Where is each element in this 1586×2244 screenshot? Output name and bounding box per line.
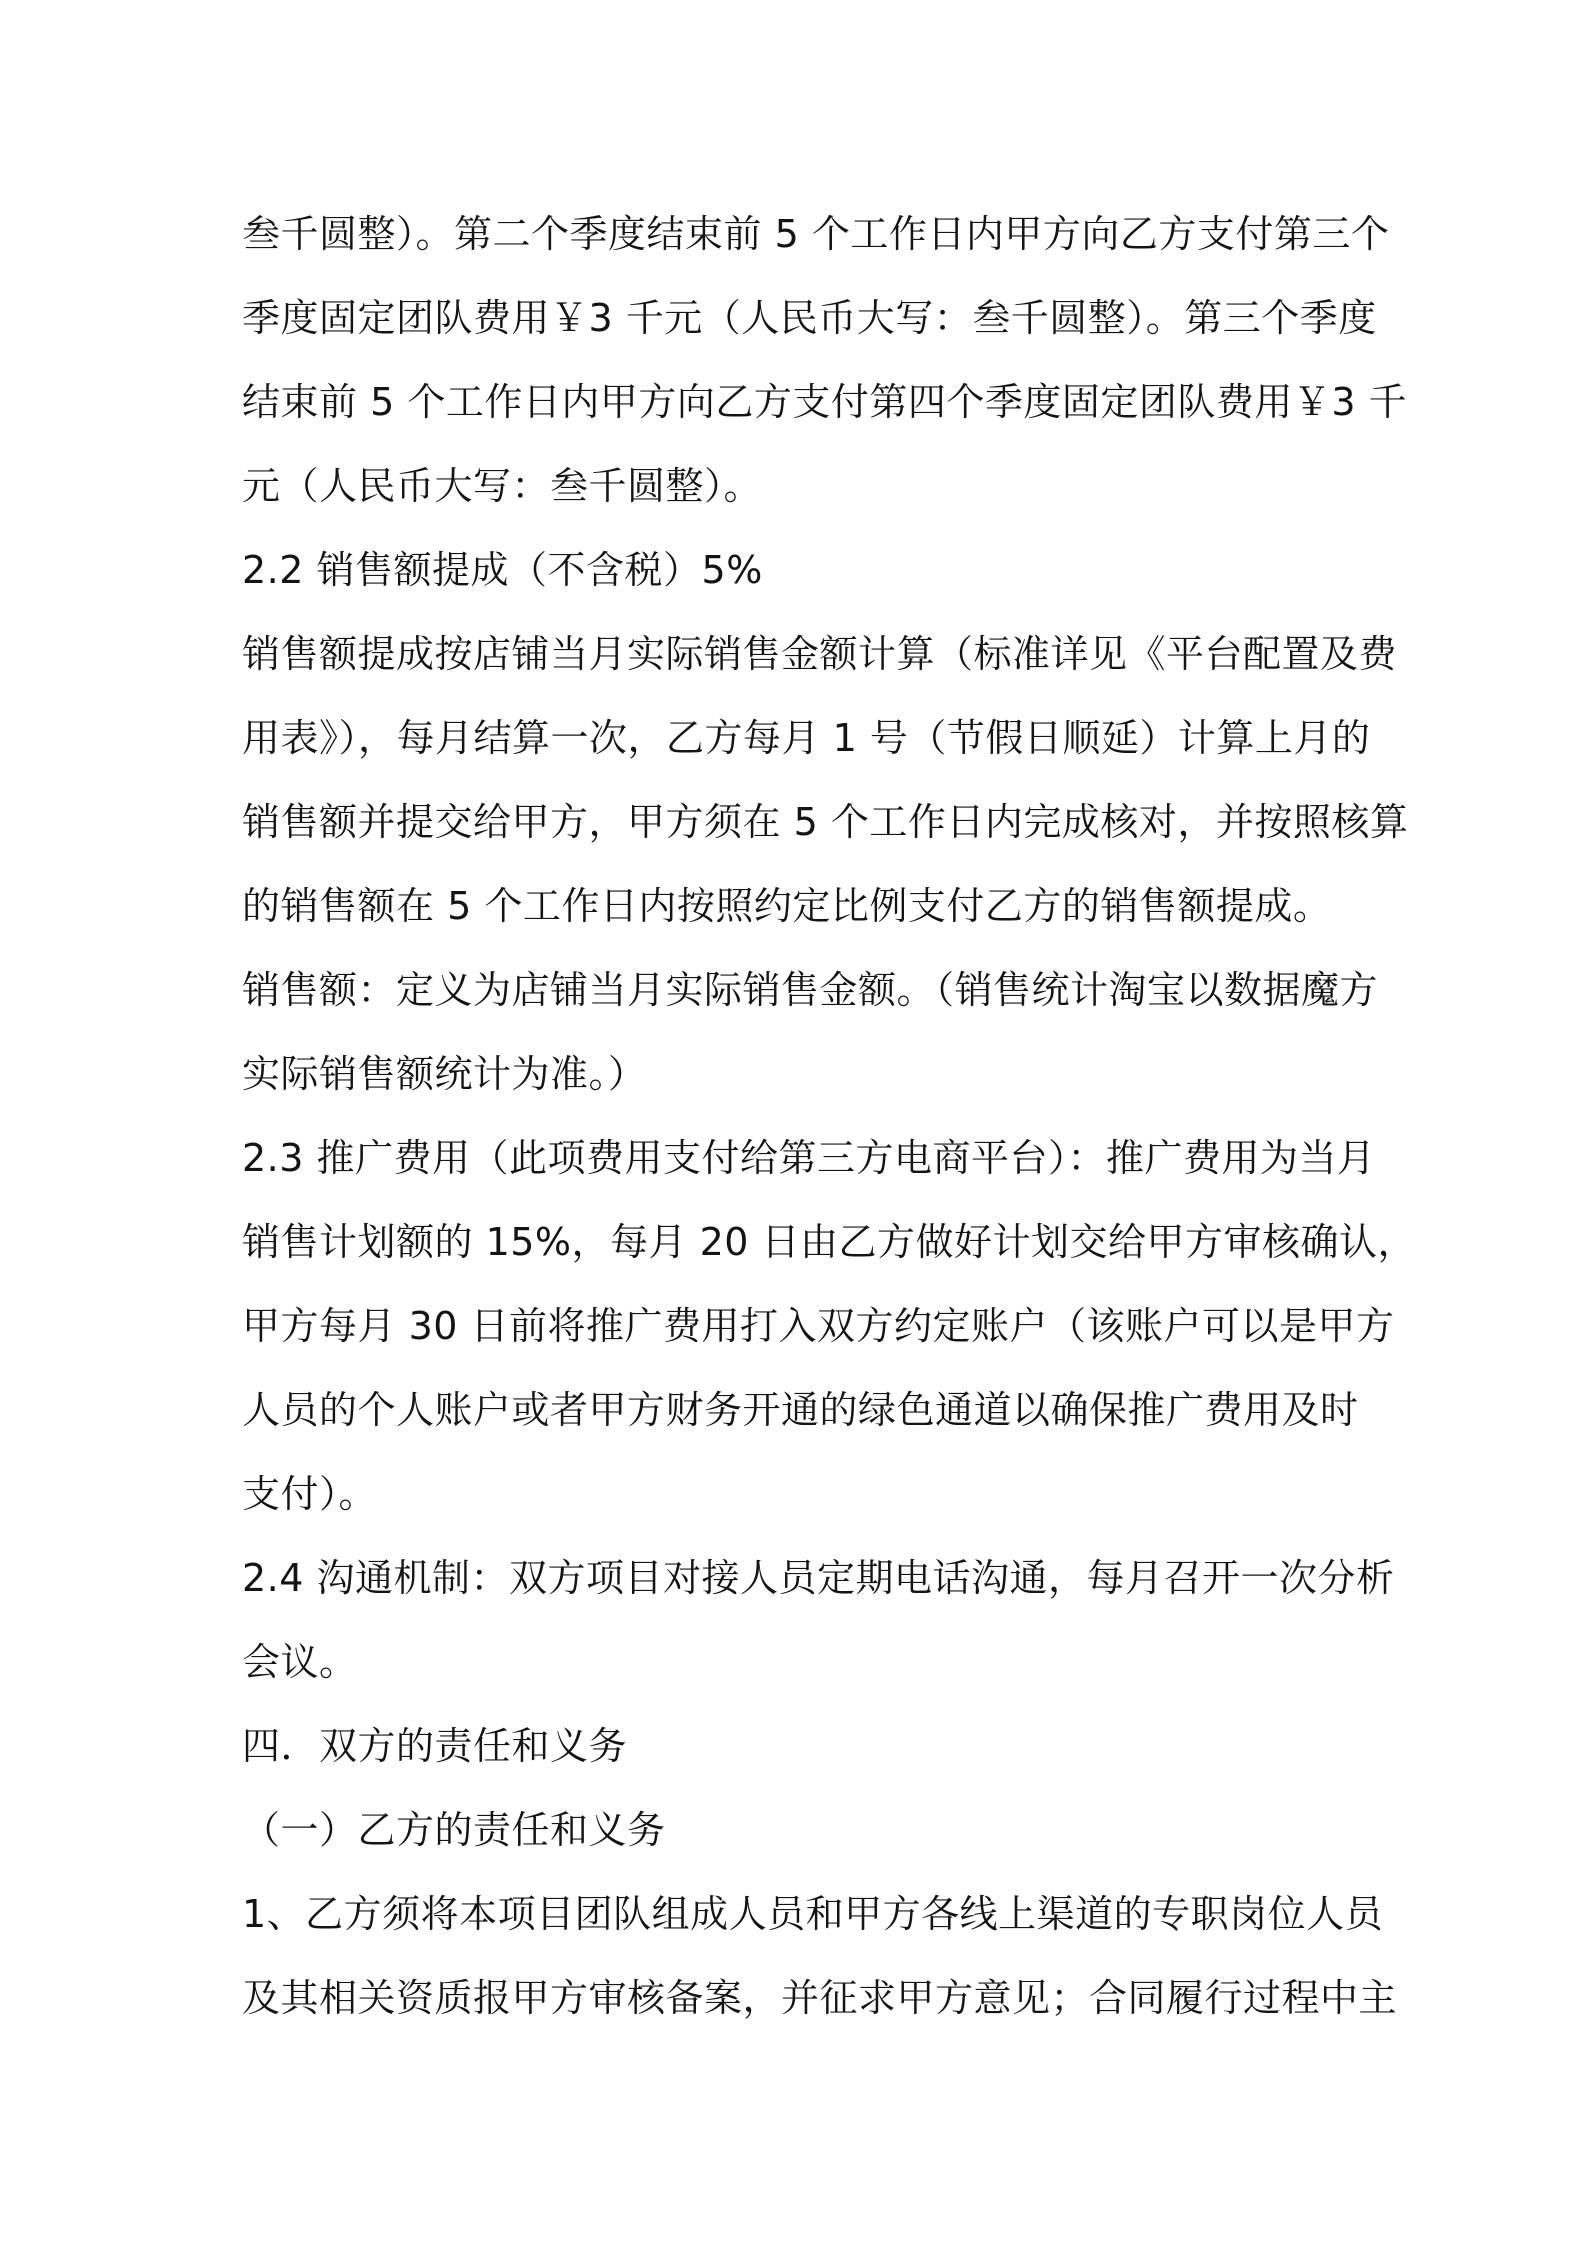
text-line: 及其相关资质报甲方审核备案，并征求甲方意见；合同履行过程中主 <box>242 1976 1398 2020</box>
text-line: 的销售额在 5 个工作日内按照约定比例支付乙方的销售额提成。 <box>242 884 1332 928</box>
chapter-heading: 四．双方的责任和义务 <box>242 1724 628 1768</box>
sub-heading: （一）乙方的责任和义务 <box>242 1808 666 1852</box>
section-heading-2-3: 2.3 推广费用（此项费用支付给第三方电商平台）：推广费用为当月 <box>242 1136 1376 1180</box>
section-heading-2-4: 2.4 沟通机制：双方项目对接人员定期电话沟通，每月召开一次分析 <box>242 1556 1395 1600</box>
text-line: 销售额提成按店铺当月实际销售金额计算（标准详见《平台配置及费 <box>242 632 1398 676</box>
document-body <box>242 192 1417 2040</box>
text-line: 销售额并提交给甲方，甲方须在 5 个工作日内完成核对，并按照核算 <box>242 800 1409 844</box>
list-item: 1、乙方须将本项目团队组成人员和甲方各线上渠道的专职岗位人员 <box>242 1892 1384 1936</box>
text-line: 用表》），每月结算一次，乙方每月 1 号（节假日顺延）计算上月的 <box>242 716 1371 760</box>
text-line: 季度固定团队费用￥3 千元（人民币大写：叁千圆整）。第三个季度 <box>242 296 1377 340</box>
text-line: 会议。 <box>242 1640 358 1684</box>
text-line: 销售计划额的 15%，每月 20 日由乙方做好计划交给甲方审核确认， <box>242 1220 1417 1264</box>
text-line: 实际销售额统计为准。） <box>242 1052 647 1096</box>
text-line: 结束前 5 个工作日内甲方向乙方支付第四个季度固定团队费用￥3 千 <box>242 380 1408 424</box>
text-line: 销售额：定义为店铺当月实际销售金额。（销售统计淘宝以数据魔方 <box>242 968 1379 1012</box>
text-line: 叁千圆整）。第二个季度结束前 5 个工作日内甲方向乙方支付第三个 <box>242 212 1390 256</box>
text-line: 人员的个人账户或者甲方财务开通的绿色通道以确保推广费用及时 <box>242 1388 1359 1432</box>
text-line: 元（人民币大写：叁千圆整）。 <box>242 464 763 508</box>
text-line: 支付）。 <box>242 1472 378 1516</box>
section-heading-2-2: 2.2 销售额提成（不含税）5% <box>242 548 763 592</box>
text-line: 甲方每月 30 日前将推广费用打入双方约定账户（该账户可以是甲方 <box>242 1304 1395 1348</box>
